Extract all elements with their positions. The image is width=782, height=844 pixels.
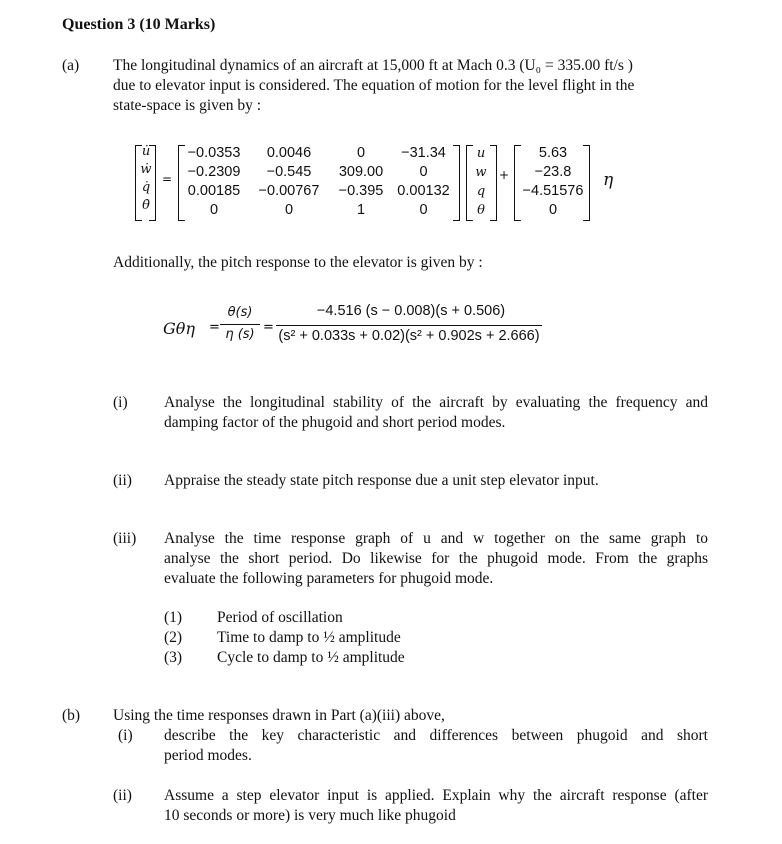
deriv-theta: θ̇: [142, 198, 150, 213]
sub-i-line2: damping factor of the phugoid and short period modes.: [164, 414, 506, 431]
a-3-2: −0.00767: [258, 183, 320, 199]
input-eta: η: [603, 170, 614, 190]
equals-sign: =: [162, 172, 173, 186]
a-3-1: 0.00185: [187, 183, 241, 199]
state-q: q: [476, 184, 486, 199]
part-b-sub-ii-label: (ii): [113, 787, 132, 804]
sub-iii-line3: evaluate the following parameters for phugoid mode.: [164, 570, 494, 587]
b-2: −23.8: [534, 164, 572, 180]
part-b-sub-ii-line1: Assume a step elevator input is applied. Explain why the aircraft response (after: [164, 787, 708, 804]
part-a-intro-line2: due to elevator input is considered. The equation of motion for the level flight in the: [113, 77, 635, 94]
list-item-text: Period of oscillation: [217, 609, 343, 626]
part-a-intro-line1: The longitudinal dynamics of an aircraft at 15,000 ft at Mach 0.3 (U₀ = 335.00 ft/s ): [113, 57, 633, 74]
part-b-label: (b): [62, 707, 81, 724]
a-2-2: −0.545: [266, 164, 312, 180]
deriv-u: u̇: [141, 144, 151, 159]
part-b-sub-i-line1: describe the key characteristic and differences between phugoid and short: [164, 727, 708, 744]
part-b-intro: Using the time responses drawn in Part (a)(iii) above,: [113, 707, 445, 724]
part-a-intro-line3: state-space is given by :: [113, 97, 262, 114]
part-b-sub-ii-line2: 10 seconds or more) is very much like phugoid: [164, 807, 456, 824]
tf-numerator: −4.516 (s − 0.008)(s + 0.506): [316, 303, 506, 319]
matrix-a: [184, 145, 454, 221]
list-item-text: Cycle to damp to ½ amplitude: [217, 649, 405, 666]
a-3-3: −0.395: [338, 183, 384, 199]
sub-iii-line2: analyse the short period. Do likewise for the phugoid mode. From the graphs: [164, 550, 708, 567]
a-2-4: 0: [419, 164, 428, 180]
additional-text: Additionally, the pitch response to the elevator is given by :: [113, 254, 483, 271]
a-2-3: 309.00: [338, 164, 384, 180]
part-a-label: (a): [62, 57, 80, 74]
a-3-4: 0.00132: [397, 183, 450, 199]
a-1-2: 0.0046: [266, 145, 312, 161]
a-4-4: 0: [419, 202, 428, 218]
list-item-num: (1): [164, 609, 183, 626]
a-1-1: −0.0353: [187, 145, 241, 161]
deriv-q: q̇: [141, 180, 151, 195]
a-4-3: 1: [356, 202, 366, 218]
tf-ratio-num: θ(s): [227, 305, 253, 320]
sub-i-line1: Analyse the longitudinal stability of the aircraft by evaluating the frequency and: [164, 394, 708, 411]
a-4-2: 0: [284, 202, 294, 218]
tf-lhs: Gθη: [163, 319, 195, 338]
a-2-1: −0.2309: [187, 164, 241, 180]
tf-denominator: (s² + 0.033s + 0.02)(s² + 0.902s + 2.666): [278, 328, 540, 344]
part-b-sub-i-label: (i): [118, 727, 133, 744]
tf-equals-1: =: [209, 320, 220, 335]
state-w: w: [475, 165, 487, 180]
sub-i-label: (i): [113, 394, 128, 411]
state-theta: θ: [477, 203, 485, 218]
sub-iii-line1: Analyse the time response graph of u and w together on the same graph to: [164, 530, 708, 547]
a-1-3: 0: [356, 145, 366, 161]
question-title: Question 3 (10 Marks): [62, 16, 216, 33]
deriv-w: ẇ: [140, 162, 152, 177]
list-item-num: (2): [164, 629, 183, 646]
b-1: 5.63: [538, 145, 568, 161]
part-b-sub-i-line2: period modes.: [164, 747, 252, 764]
sub-iii-label: (iii): [113, 530, 137, 547]
a-1-4: −31.34: [401, 145, 446, 161]
state-u: u: [476, 146, 486, 161]
tf-main-line: [276, 325, 542, 326]
plus-sign: +: [499, 168, 510, 182]
sub-ii-text: Appraise the steady state pitch response due a unit step elevator input.: [164, 472, 599, 489]
matrix-b: [520, 145, 586, 221]
list-item-num: (3): [164, 649, 183, 666]
sub-ii-label: (ii): [113, 472, 132, 489]
tf-ratio-line: [220, 324, 260, 325]
b-4: 0: [548, 202, 558, 218]
b-3: −4.51576: [522, 183, 584, 199]
list-item-text: Time to damp to ½ amplitude: [217, 629, 401, 646]
tf-ratio-den: η (s): [225, 327, 255, 342]
tf-equals-2: =: [263, 320, 274, 335]
a-4-1: 0: [209, 202, 219, 218]
